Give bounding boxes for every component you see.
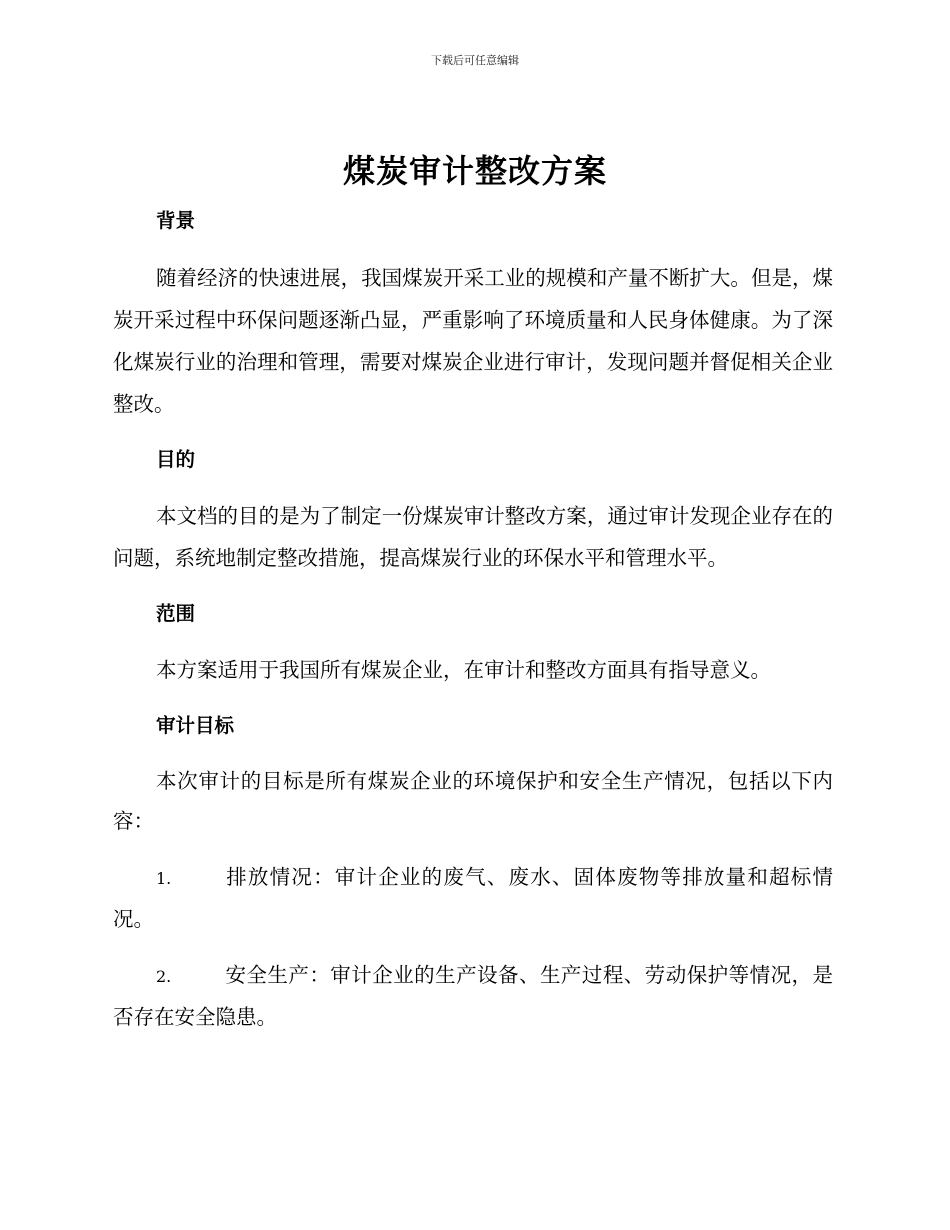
section-heading: 范围 (156, 602, 196, 625)
section-audit-goals (113, 709, 833, 841)
section-heading: 背景 (156, 209, 196, 232)
document-body (113, 204, 833, 1037)
list-item-text: 安全生产：审计企业的生产设备、生产过程、劳动保护等情况，是否存在安全隐患。 (113, 963, 833, 1029)
list-item-number: 2. (156, 967, 172, 986)
section-scope (113, 597, 833, 691)
header-note: 下载后可任意编辑 (431, 54, 519, 67)
section-paragraph: 本文档的目的是为了制定一份煤炭审计整改方案，通过审计发现企业存在的问题，系统地制定整改措施，提高煤炭行业的环保水平和管理水平。 (113, 504, 833, 570)
document-title: 煤炭审计整改方案 (342, 152, 607, 190)
section-paragraph: 随着经济的快速进展，我国煤炭开采工业的规模和产量不断扩大。但是，煤炭开采过程中环保问题逐渐凸显，严重影响了环境质量和人民身体健康。为了深化煤炭行业的治理和管理，需要对煤炭企业进行审计，发现问题并督促相关企业整改。 (113, 266, 833, 416)
list-item (113, 857, 833, 939)
section-paragraph: 本次审计的目标是所有煤炭企业的环境保护和安全生产情况，包括以下内容： (113, 769, 833, 833)
list-item-text: 排放情况：审计企业的废气、废水、固体废物等排放量和超标情况。 (113, 865, 833, 931)
audit-items-list (113, 857, 833, 1037)
section-paragraph: 本方案适用于我国所有煤炭企业，在审计和整改方面具有指导意义。 (156, 658, 771, 682)
list-item-number: 1. (156, 869, 172, 888)
list-item (113, 955, 833, 1037)
section-purpose (113, 443, 833, 579)
section-heading: 审计目标 (156, 714, 235, 737)
section-heading: 目的 (156, 448, 196, 471)
section-background (113, 204, 833, 425)
